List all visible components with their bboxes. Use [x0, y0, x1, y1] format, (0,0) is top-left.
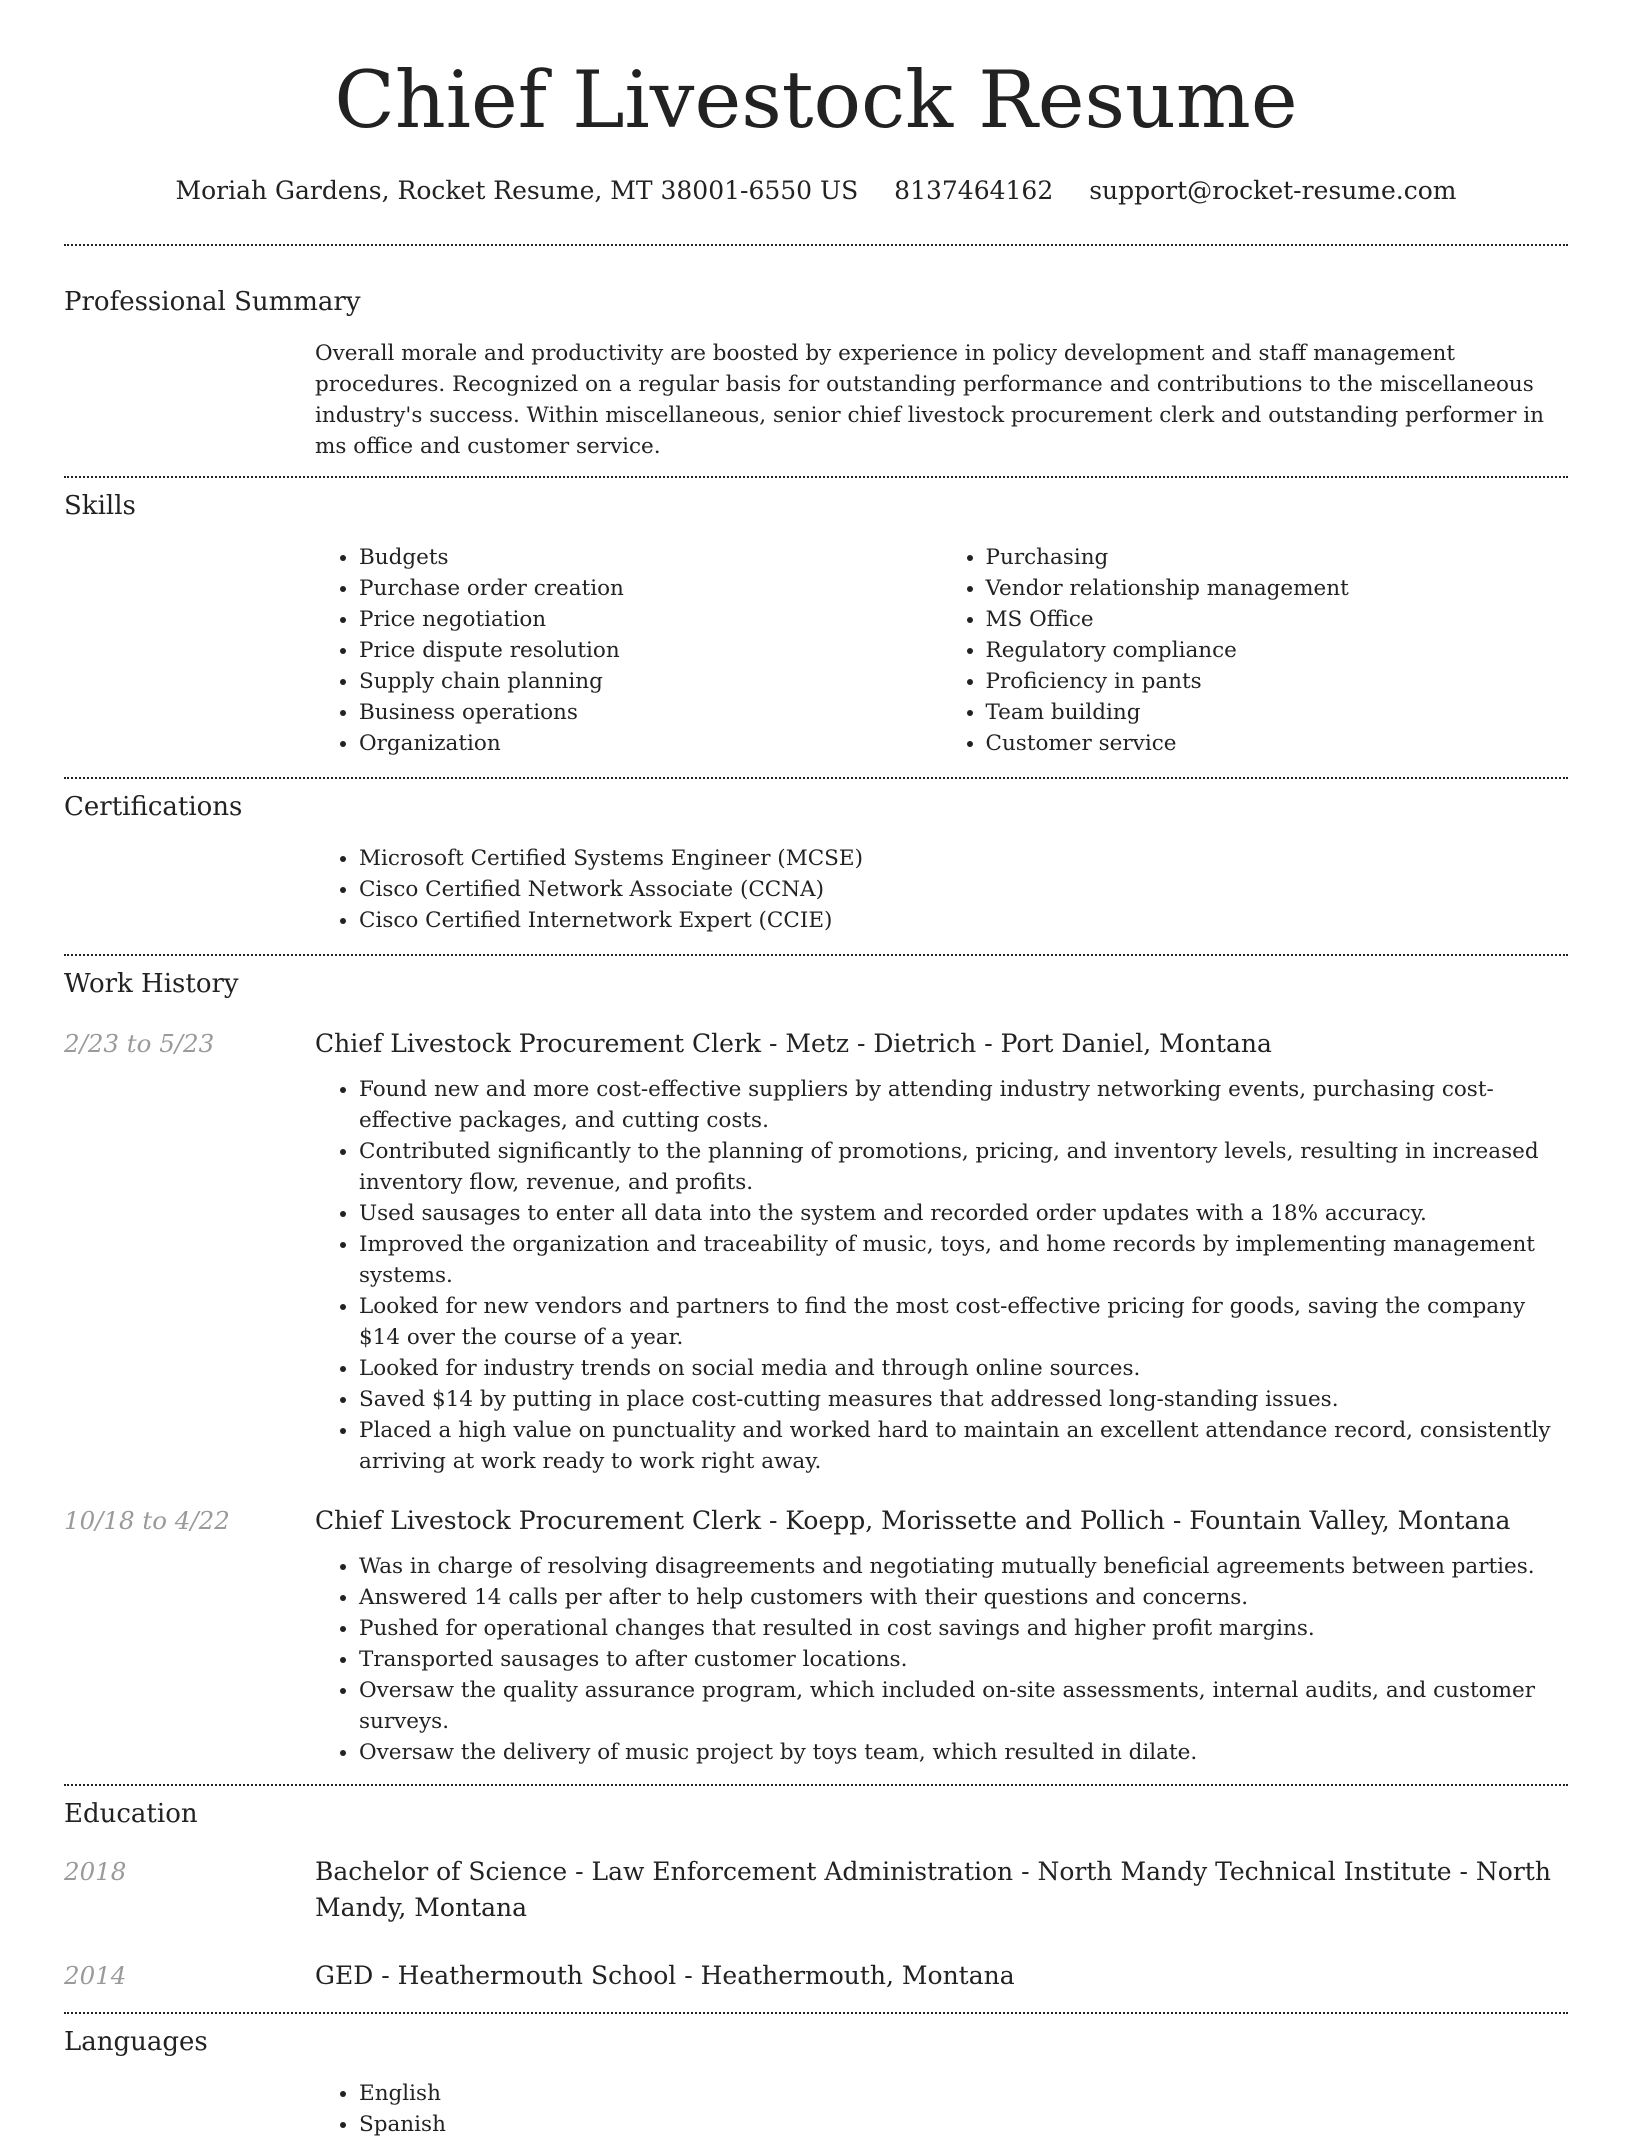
education-degree: GED - Heathermouth School - Heathermouth, Montana — [315, 1961, 1015, 1990]
job-bullet: • Improved the organization and traceability of music, toys, and home records by implementing management systems. — [359, 1229, 1568, 1291]
job-bullet: • Used sausages to enter all data into the system and recorded order updates with a 18% accuracy. — [359, 1198, 1568, 1229]
skill-item: • MS Office — [986, 604, 1569, 635]
job-bullet: • Answered 14 calls per after to help customers with their questions and concerns. — [359, 1582, 1568, 1613]
work-history-section — [64, 968, 1568, 1768]
section-divider — [64, 954, 1568, 956]
skill-item: • Supply chain planning — [359, 666, 942, 697]
section-divider — [64, 2012, 1568, 2014]
section-divider — [64, 1784, 1568, 1786]
contact-address: Moriah Gardens, Rocket Resume, MT 38001-6550 US — [175, 176, 859, 205]
certification-item: • Microsoft Certified Systems Engineer (MCSE) — [359, 843, 1568, 874]
section-divider — [64, 244, 1568, 246]
job-title: Chief Livestock Procurement Clerk - Koepp, Morissette and Pollich - Fountain Valley, Montana — [315, 1506, 1511, 1535]
education-year: 2014 — [64, 1961, 127, 1990]
job-bullet: • Looked for industry trends on social media and through online sources. — [359, 1353, 1568, 1384]
education-entry — [64, 1854, 1568, 1926]
job-bullet: • Found new and more cost-effective suppliers by attending industry networking events, purchasing cost-effective packages, and cutting costs. — [359, 1074, 1568, 1136]
skill-item: • Business operations — [359, 697, 942, 728]
skill-item: • Proficiency in pants — [986, 666, 1569, 697]
job-bullet: • Oversaw the delivery of music project by toys team, which resulted in dilate. — [359, 1737, 1568, 1768]
section-divider — [64, 476, 1568, 478]
contact-email: support@rocket-resume.com — [1089, 176, 1457, 205]
skills-list-right — [942, 542, 1569, 759]
languages-list — [315, 2078, 1568, 2140]
job-bullets — [315, 1551, 1568, 1768]
resume-title: Chief Livestock Resume — [334, 54, 1298, 146]
education-entry — [64, 1958, 1568, 1994]
education-year: 2018 — [64, 1857, 127, 1886]
certifications-heading: Certifications — [64, 792, 243, 822]
skill-item: • Price negotiation — [359, 604, 942, 635]
language-item: • English — [359, 2078, 1568, 2109]
languages-heading: Languages — [64, 2027, 208, 2057]
summary-heading: Professional Summary — [64, 287, 361, 317]
job-bullet: • Oversaw the quality assurance program, which included on-site assessments, internal audits, and customer surveys. — [359, 1675, 1568, 1737]
certifications-body — [315, 843, 1568, 936]
skill-item: • Customer service — [986, 728, 1569, 759]
skill-item: • Budgets — [359, 542, 942, 573]
contact-phone: 8137464162 — [894, 176, 1054, 205]
languages-section — [64, 2026, 1568, 2140]
resume-header — [64, 0, 1568, 206]
job-title: Chief Livestock Procurement Clerk - Metz - Dietrich - Port Daniel, Montana — [315, 1029, 1272, 1058]
language-item: • Spanish — [359, 2109, 1568, 2140]
job-entry — [64, 1026, 1568, 1477]
skill-item: • Organization — [359, 728, 942, 759]
skill-item: • Regulatory compliance — [986, 635, 1569, 666]
work-history-heading: Work History — [64, 969, 239, 999]
skill-item: • Purchasing — [986, 542, 1569, 573]
education-section — [64, 1798, 1568, 1994]
skills-heading: Skills — [64, 491, 136, 521]
skills-section — [64, 490, 1568, 759]
languages-body — [315, 2078, 1568, 2140]
certification-item: • Cisco Certified Network Associate (CCNA) — [359, 874, 1568, 905]
job-content — [315, 1503, 1568, 1768]
contact-line — [64, 176, 1568, 206]
job-bullet: • Transported sausages to after customer locations. — [359, 1644, 1568, 1675]
skills-list-left — [315, 542, 942, 759]
job-bullet: • Contributed significantly to the planning of promotions, pricing, and inventory levels, resulting in increased inventory flow, revenue, and profits. — [359, 1136, 1568, 1198]
skill-item: • Price dispute resolution — [359, 635, 942, 666]
education-degree: Bachelor of Science - Law Enforcement Administration - North Mandy Technical Institute - North Mandy, Montana — [315, 1857, 1551, 1922]
skill-item: • Purchase order creation — [359, 573, 942, 604]
job-bullet: • Saved $14 by putting in place cost-cutting measures that addressed long-standing issues. — [359, 1384, 1568, 1415]
certifications-section — [64, 791, 1568, 936]
job-bullet: • Pushed for operational changes that resulted in cost savings and higher profit margins. — [359, 1613, 1568, 1644]
job-bullet: • Was in charge of resolving disagreements and negotiating mutually beneficial agreements between parties. — [359, 1551, 1568, 1582]
certification-item: • Cisco Certified Internetwork Expert (CCIE) — [359, 905, 1568, 936]
job-bullet: • Placed a high value on punctuality and worked hard to maintain an excellent attendance record, consistently arriving at work ready to work right away. — [359, 1415, 1568, 1477]
skill-item: • Vendor relationship management — [986, 573, 1569, 604]
education-heading: Education — [64, 1799, 198, 1829]
job-dates: 10/18 to 4/22 — [64, 1506, 230, 1535]
job-dates: 2/23 to 5/23 — [64, 1029, 215, 1058]
job-bullet: • Looked for new vendors and partners to find the most cost-effective pricing for goods, saving the company $14 over the course of a year. — [359, 1291, 1568, 1353]
section-divider — [64, 777, 1568, 779]
summary-section — [64, 286, 1568, 462]
job-content — [315, 1026, 1568, 1477]
summary-text: Overall morale and productivity are boosted by experience in policy development and staff management procedures. Recognized on a regular basis for outstanding performance and contributions to the miscellaneous industry's success. Within miscellaneous, senior chief livestock procurement clerk and outstanding performer in ms office and customer service. — [315, 341, 1545, 459]
skill-item: • Team building — [986, 697, 1569, 728]
job-bullets — [315, 1074, 1568, 1477]
skills-columns — [315, 542, 1568, 759]
certifications-list — [315, 843, 1568, 936]
job-entry — [64, 1503, 1568, 1768]
